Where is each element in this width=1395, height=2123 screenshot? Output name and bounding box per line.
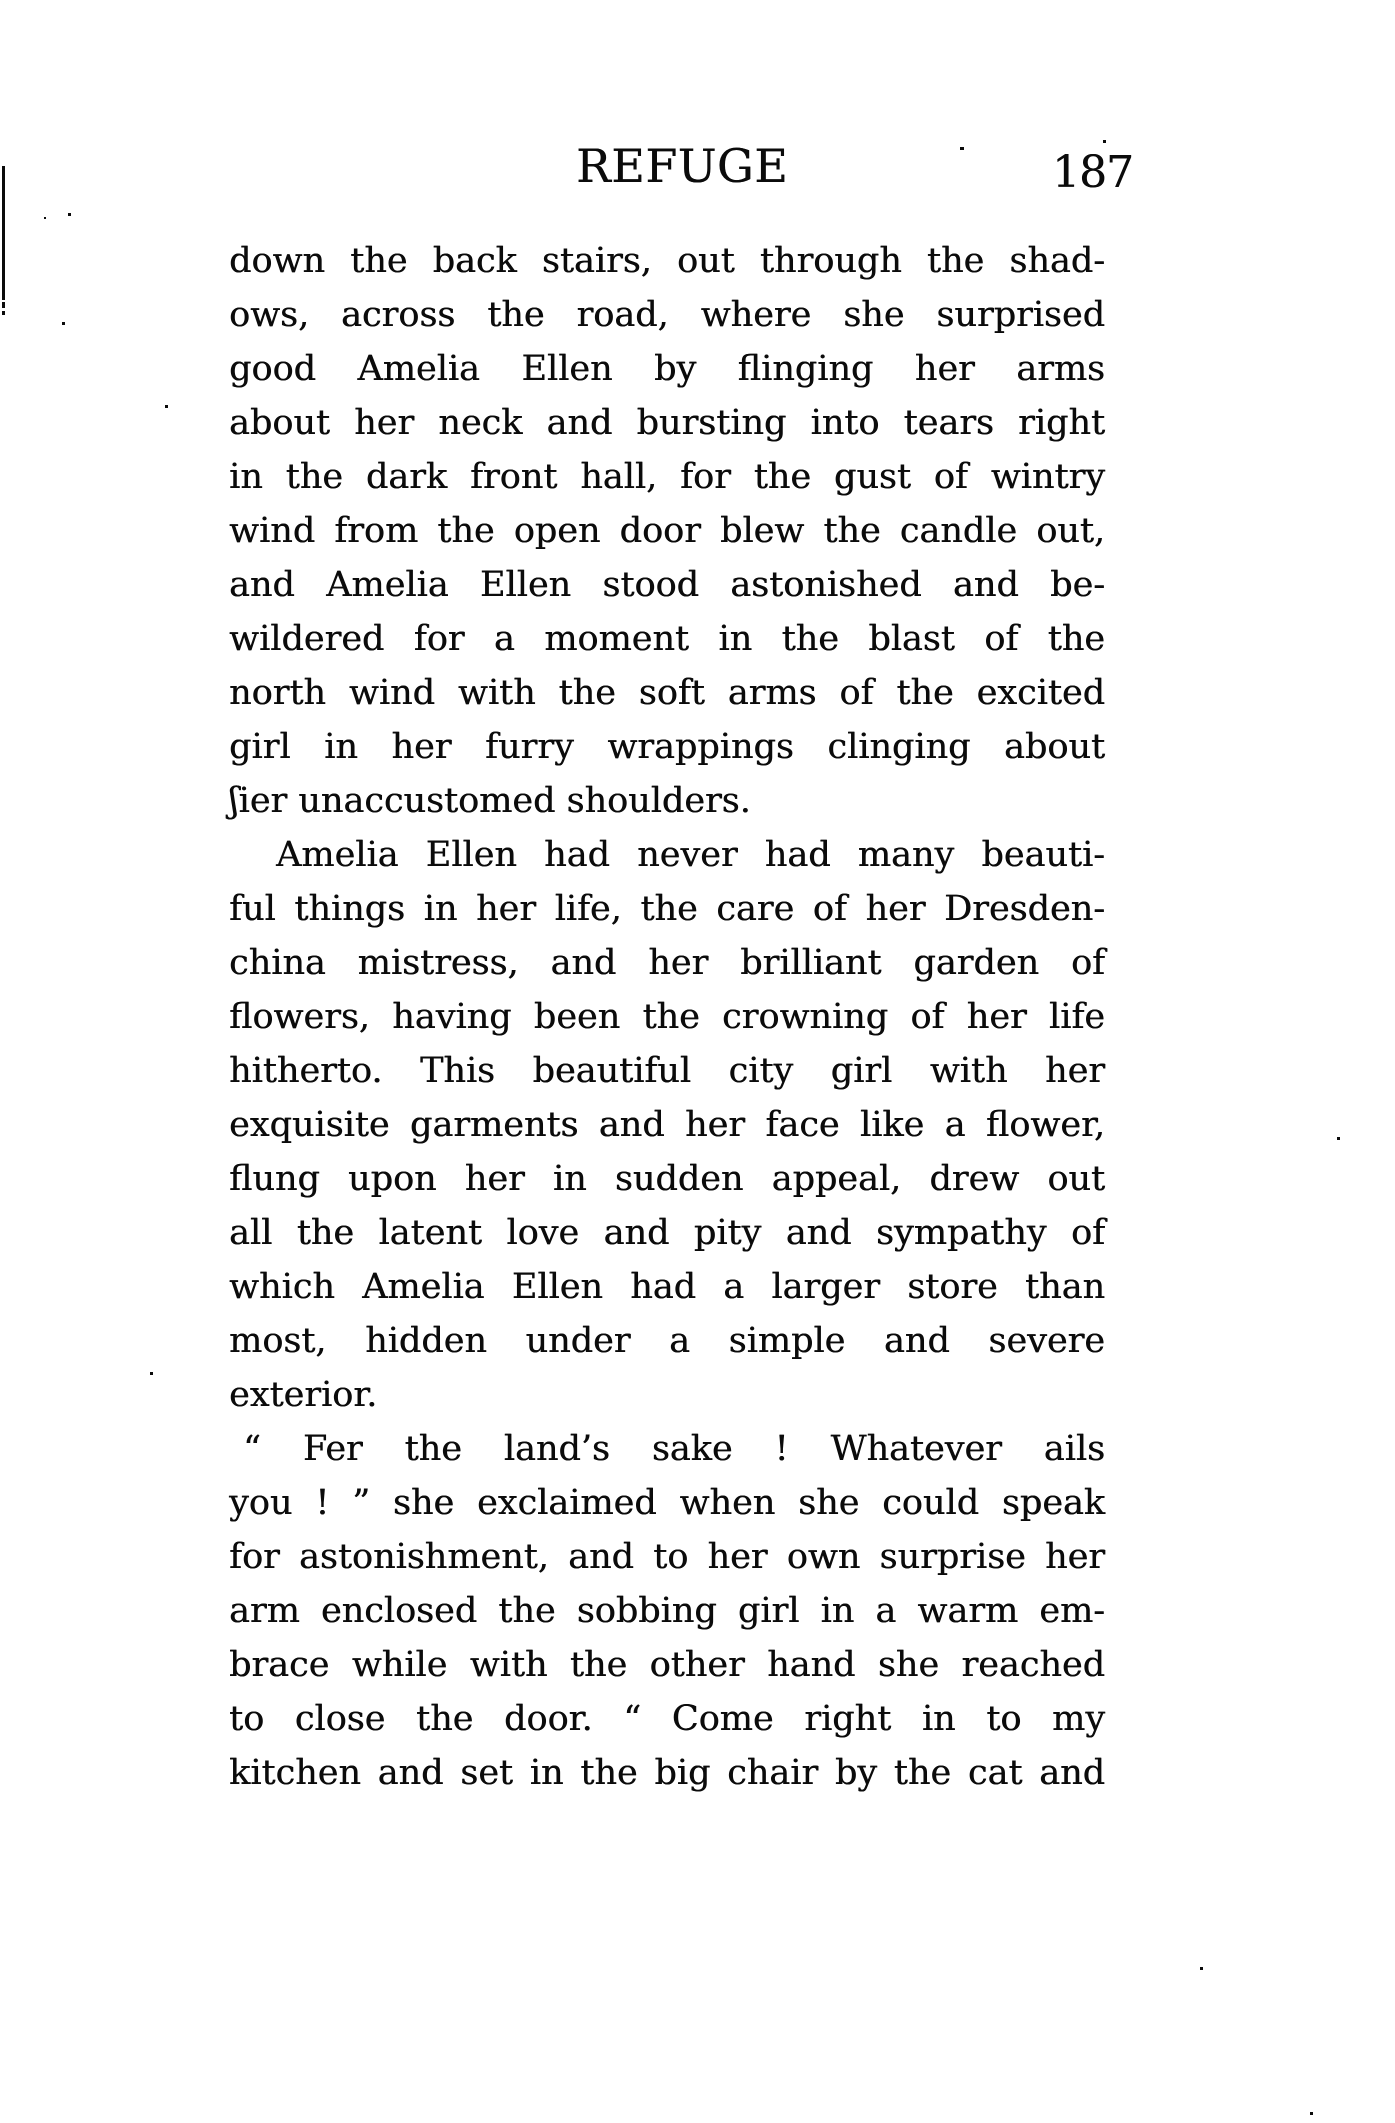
text-line: wind from the open door blew the candle out,: [229, 511, 1105, 551]
scan-speck: [68, 213, 71, 216]
scan-speck: [150, 1372, 153, 1375]
scan-gutter-dash: [2, 302, 5, 308]
text-line: which Amelia Ellen had a larger store than: [229, 1267, 1105, 1307]
text-line: china mistress, and her brilliant garden of: [229, 943, 1105, 983]
text-line: flowers, having been the crowning of her life: [229, 997, 1105, 1037]
text-line: ows, across the road, where she surprised: [229, 295, 1105, 335]
text-line: flung upon her in sudden appeal, drew out: [229, 1159, 1105, 1199]
text-line: wildered for a moment in the blast of the: [229, 619, 1105, 659]
scan-speck: [960, 147, 964, 150]
page-body-text: [229, 234, 1105, 1800]
scan-speck: [1200, 1967, 1203, 1970]
text-line: all the latent love and pity and sympathy of: [229, 1213, 1105, 1253]
text-line: brace while with the other hand she reached: [229, 1645, 1105, 1685]
text-line: kitchen and set in the big chair by the cat and: [229, 1753, 1105, 1793]
text-line: to close the door. “ Come right in to my: [229, 1699, 1105, 1739]
scan-speck: [62, 322, 65, 325]
text-line: and Amelia Ellen stood astonished and be-: [229, 565, 1105, 605]
scan-speck: [1310, 2112, 1313, 2115]
scan-gutter-dash: [2, 311, 5, 315]
scan-gutter-line: [2, 166, 5, 300]
text-line: “ Fer the land’s sake ! Whatever ails: [243, 1429, 1105, 1469]
text-line: good Amelia Ellen by flinging her arms: [229, 349, 1105, 389]
text-line: north wind with the soft arms of the excited: [229, 673, 1105, 713]
text-line: most, hidden under a simple and severe: [229, 1321, 1105, 1361]
text-line: exterior.: [229, 1375, 378, 1415]
scan-speck: [165, 405, 168, 408]
page-number: 187: [1052, 147, 1133, 198]
text-line: Amelia Ellen had never had many beauti-: [276, 835, 1105, 875]
text-line: hitherto. This beautiful city girl with her: [229, 1051, 1105, 1091]
scan-speck: [44, 217, 46, 219]
running-header-title: REFUGE: [576, 139, 789, 193]
scan-speck: [1337, 1137, 1340, 1140]
text-line: you ! ” she exclaimed when she could speak: [229, 1483, 1105, 1523]
text-line: exquisite garments and her face like a flower,: [229, 1105, 1105, 1145]
text-line: for astonishment, and to her own surprise her: [229, 1537, 1105, 1577]
scan-speck: [1103, 140, 1106, 143]
text-line: ful things in her life, the care of her Dresden-: [229, 889, 1105, 929]
text-line: ʃier unaccustomed shoulders.: [229, 781, 751, 821]
text-line: girl in her furry wrappings clinging about: [229, 727, 1105, 767]
text-line: about her neck and bursting into tears right: [229, 403, 1105, 443]
text-line: arm enclosed the sobbing girl in a warm em-: [229, 1591, 1105, 1631]
text-line: in the dark front hall, for the gust of wintry: [229, 457, 1105, 497]
text-line: down the back stairs, out through the shad-: [229, 241, 1105, 281]
